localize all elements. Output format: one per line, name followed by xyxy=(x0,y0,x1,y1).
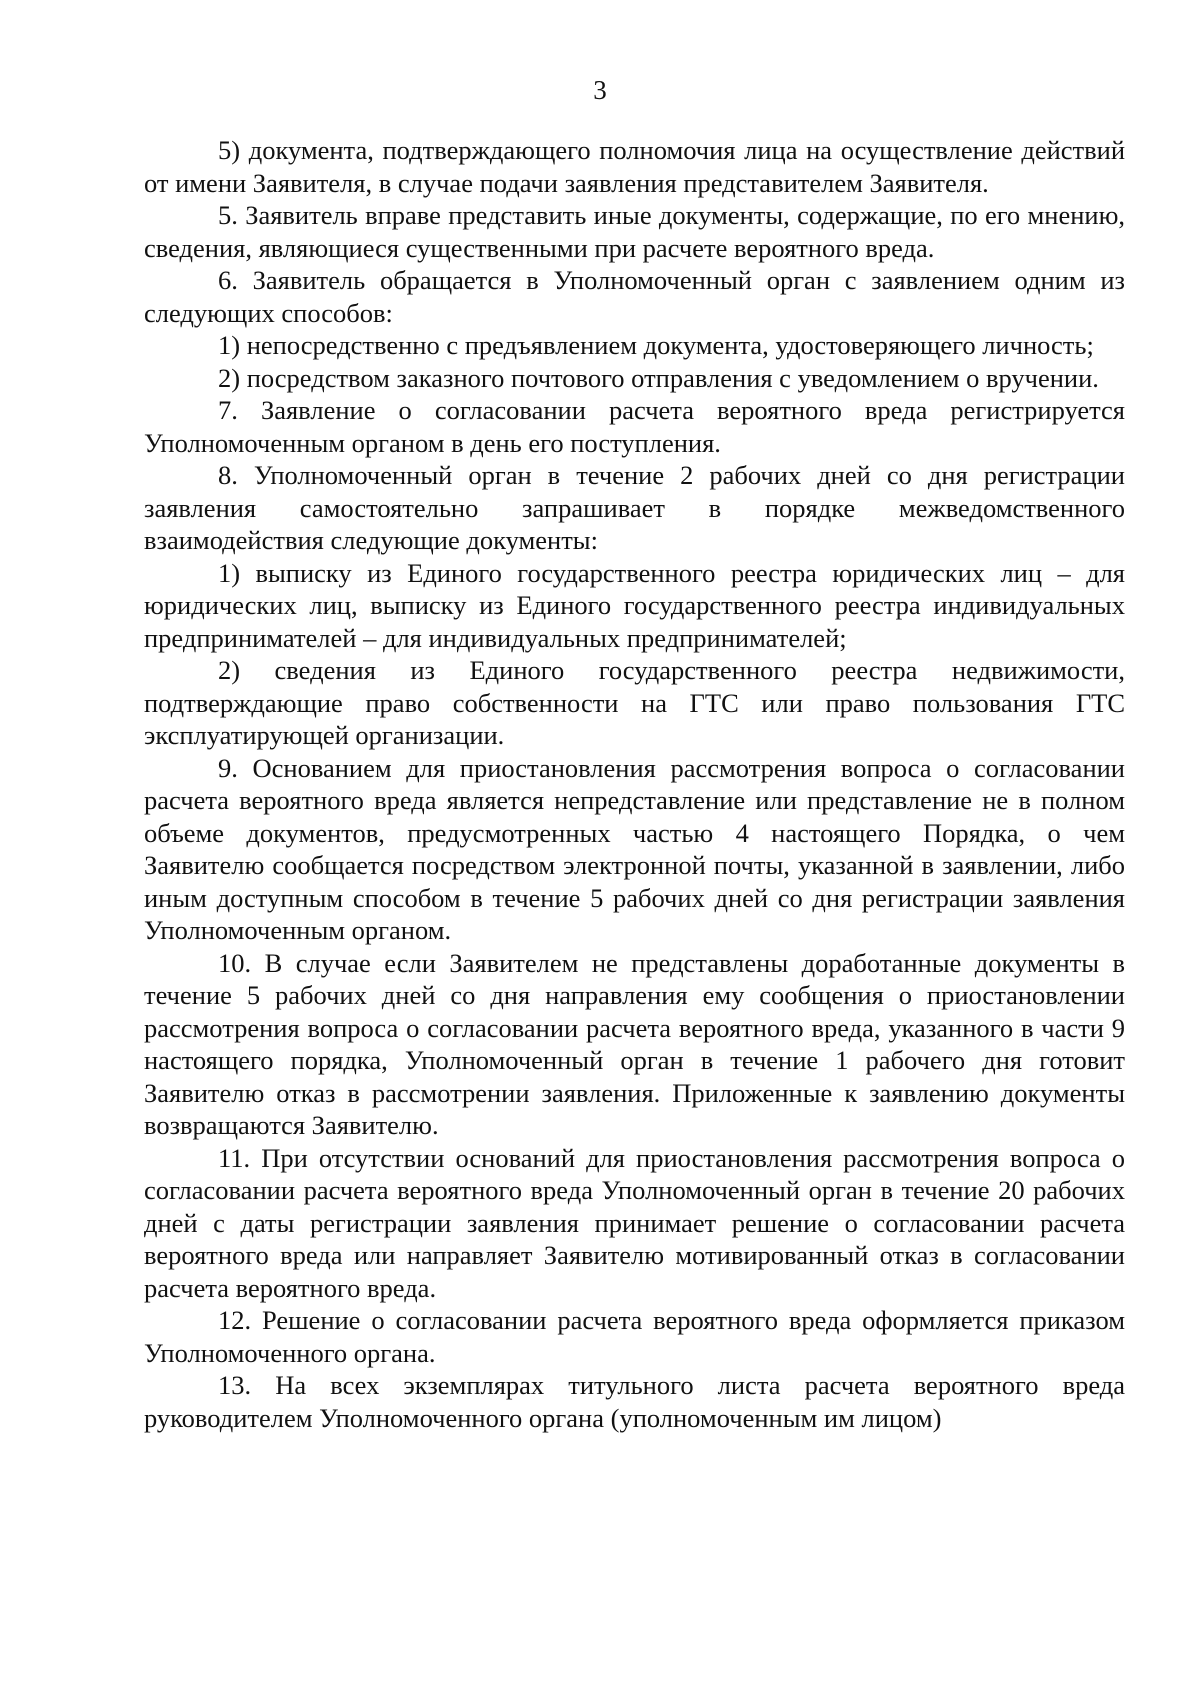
paragraph-8-subpoint-1: 1) выписку из Единого государственного реестра юридических лиц – для юридических лиц, выписку из Единого государственного реестра индивидуальных предпринимателей – для индивидуальных предпринимателей; xyxy=(144,557,1125,653)
paragraph-9: 9. Основанием для приостановления рассмотрения вопроса о согласовании расчета вероятного вреда является непредставление или представление не в полном объеме документов, предусмотренных частью 4 настоящего Порядка, о чем Заявителю сообщается посредством электронной почты, указанной в заявлении, либо иным доступным способом в течение 5 рабочих дней со дня регистрации заявления Уполномоченным органом. xyxy=(144,752,1125,945)
paragraph-item-5-subpoint: 5) документа, подтверждающего полномочия лица на осуществление действий от имени Заявителя, в случае подачи заявления представителем Заявителя. xyxy=(144,135,1125,198)
paragraph-11: 11. При отсутствии оснований для приостановления рассмотрения вопроса о согласовании расчета вероятного вреда Уполномоченный орган в течение 20 рабочих дней с даты регистрации заявления принимает решение о согласовании расчета вероятного вреда или направляет Заявителю мотивированный отказ в согласовании расчета вероятного вреда. xyxy=(144,1142,1125,1303)
paragraph-10: 10. В случае если Заявителем не представлены доработанные документы в течение 5 рабочих дней со дня направления ему сообщения о приостановлении рассмотрения вопроса о согласовании расчета вероятного вреда, указанного в части 9 настоящего порядка, Уполномоченный орган в течение 1 рабочего дня готовит Заявителю отказ в рассмотрении заявления. Приложенные к заявлению документы возвращаются Заявителю. xyxy=(144,947,1125,1140)
paragraph-6-subpoint-1: 1) непосредственно с предъявлением документа, удостоверяющего личность; xyxy=(218,330,1094,360)
paragraph-13: 13. На всех экземплярах титульного листа расчета вероятного вреда руководителем Уполномоченного органа (уполномоченным им лицом) xyxy=(144,1370,1125,1433)
paragraph-8-subpoint-2: 2) сведения из Единого государственного реестра недвижимости, подтверждающие право собственности на ГТС или право пользования ГТС эксплуатирующей организации. xyxy=(144,655,1125,750)
paragraph-8: 8. Уполномоченный орган в течение 2 рабочих дней со дня регистрации заявления самостоятельно запрашивает в порядке межведомственного взаимодействия следующие документы: xyxy=(144,460,1125,555)
paragraph-6-subpoint-2: 2) посредством заказного почтового отправления с уведомлением о вручении. xyxy=(218,362,1099,393)
paragraph-12: 12. Решение о согласовании расчета вероятного вреда оформляется приказом Уполномоченного органа. xyxy=(144,1305,1125,1368)
page-number: 3 xyxy=(593,75,607,105)
paragraph-7: 7. Заявление о согласовании расчета вероятного вреда регистрируется Уполномоченным органом в день его поступления. xyxy=(144,395,1125,458)
paragraph-5: 5. Заявитель вправе представить иные документы, содержащие, по его мнению, сведения, являющиеся существенными при расчете вероятного вреда. xyxy=(144,200,1125,263)
paragraph-6: 6. Заявитель обращается в Уполномоченный орган с заявлением одним из следующих способов: xyxy=(144,265,1125,328)
document-body xyxy=(144,134,1125,1434)
